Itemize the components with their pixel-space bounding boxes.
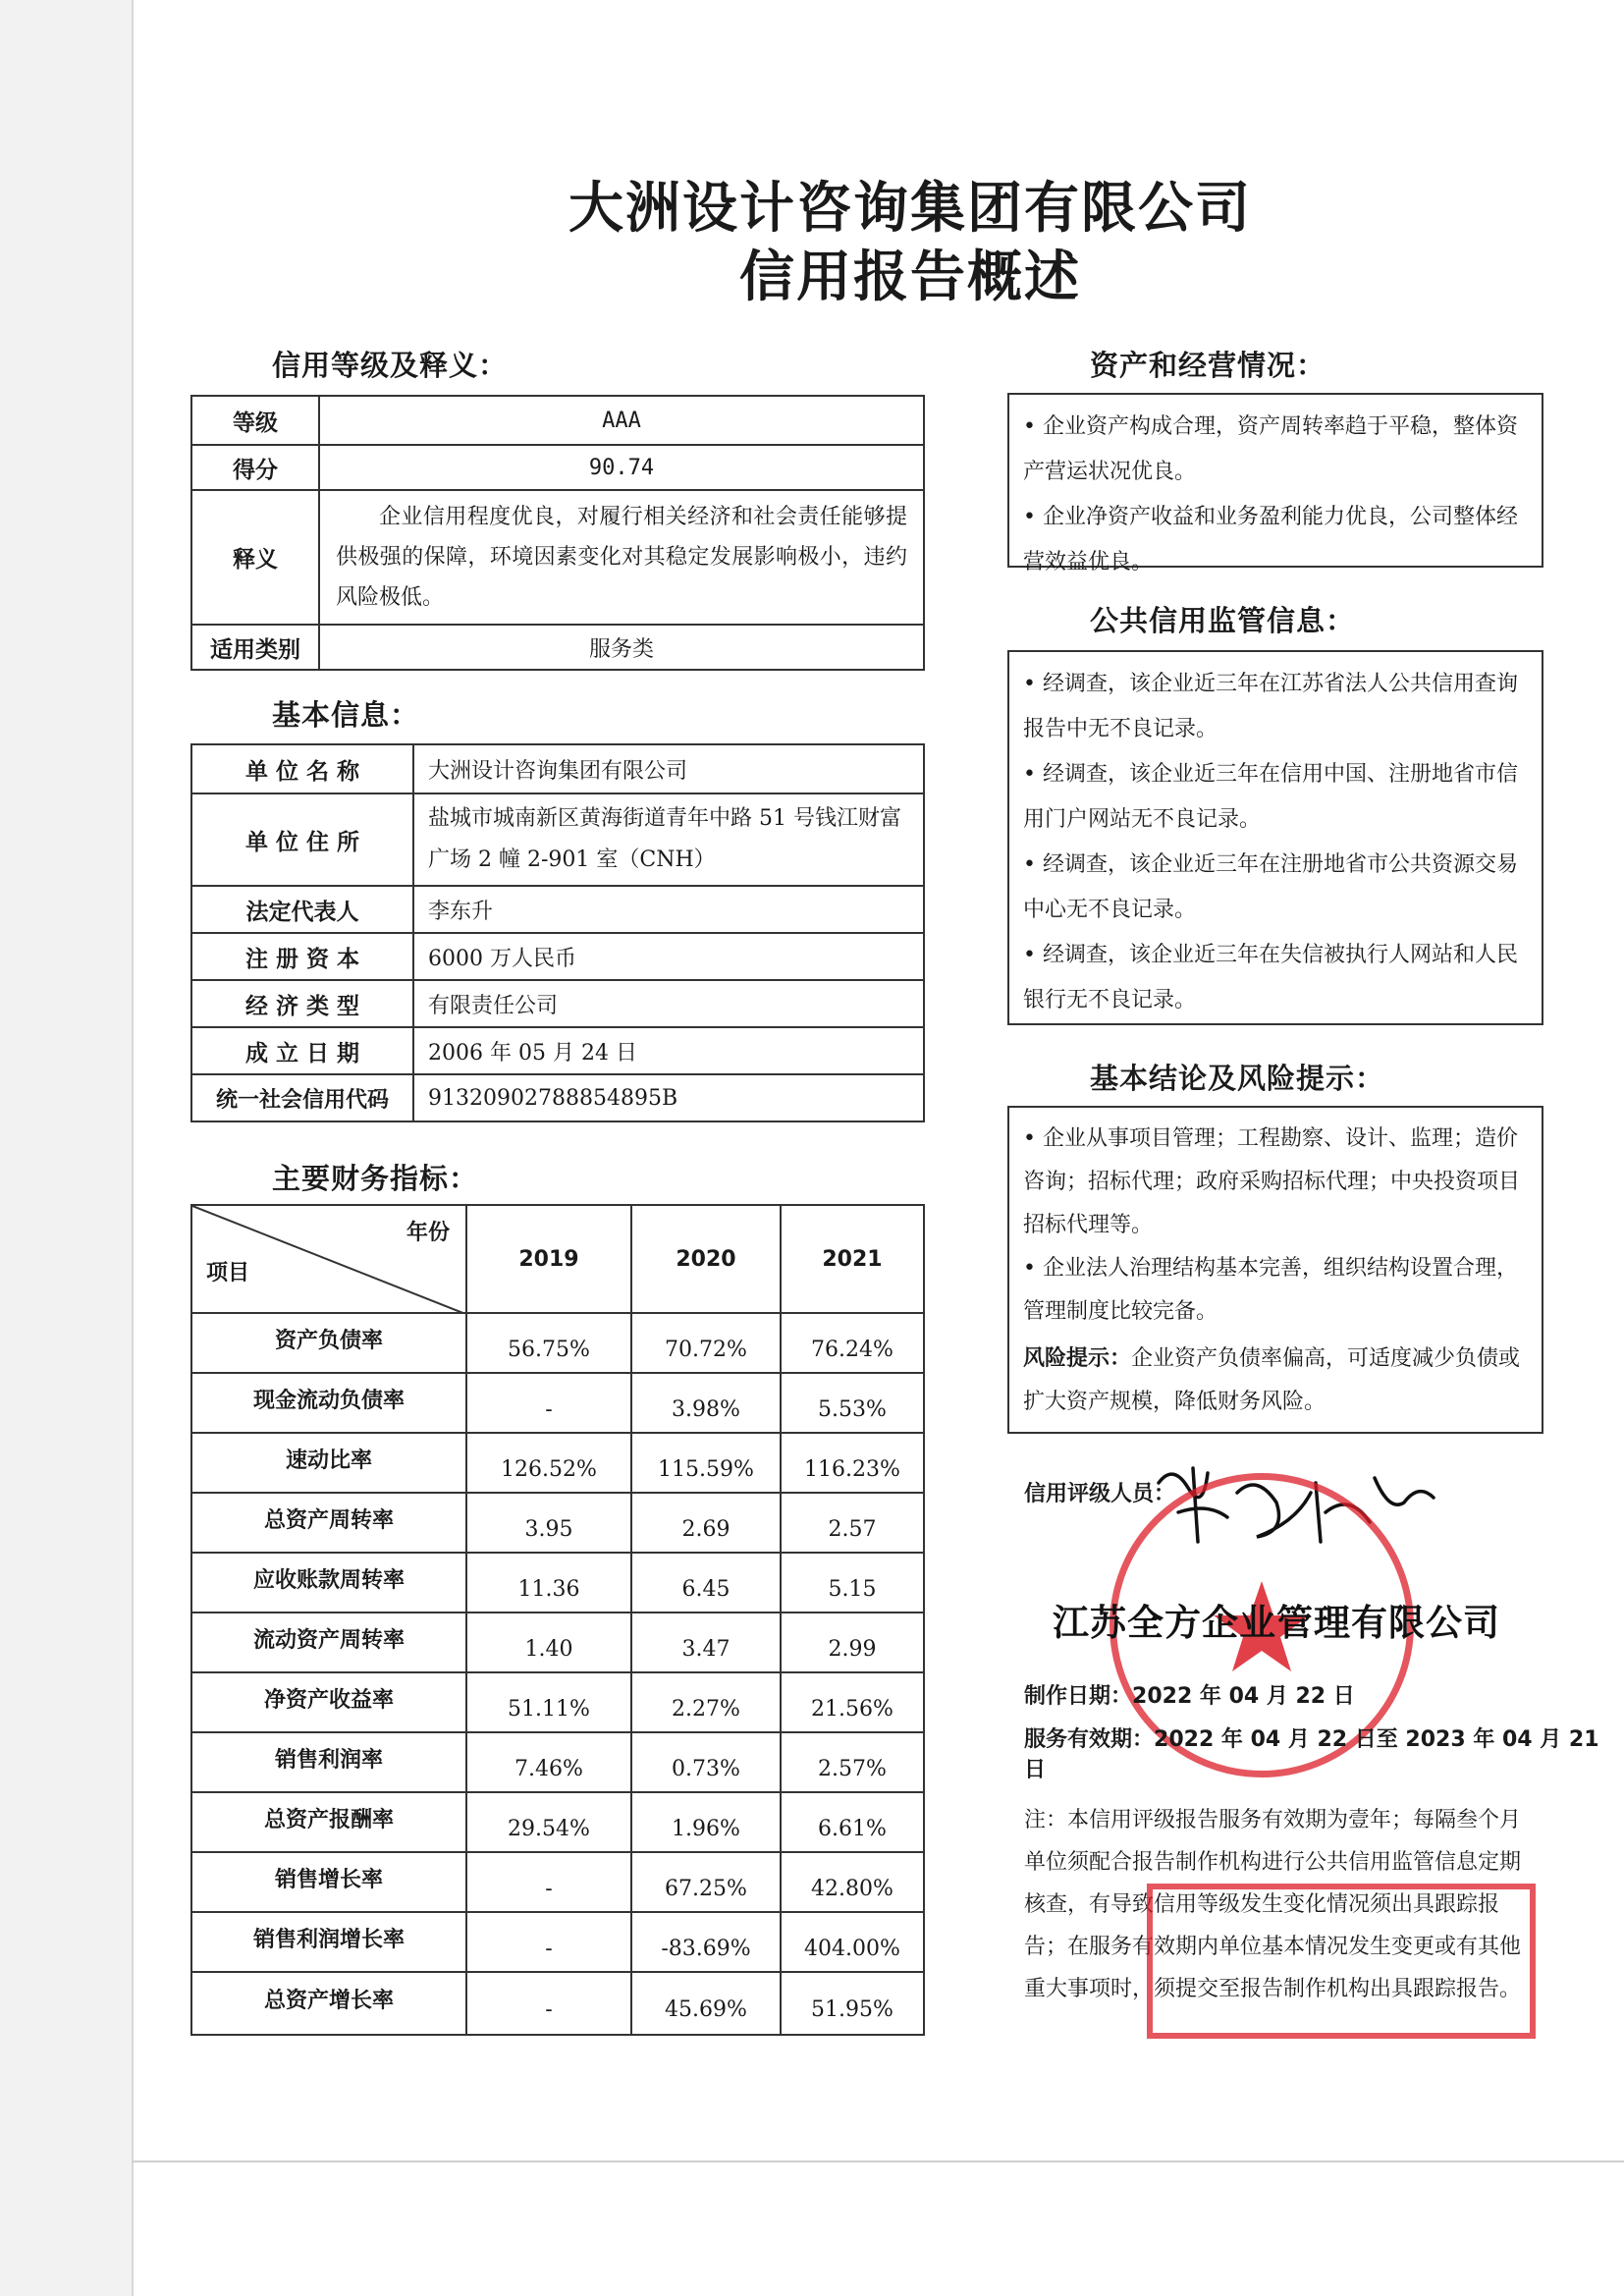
cell-value: 7.46% xyxy=(466,1732,631,1792)
table-row xyxy=(191,1493,924,1553)
basic-row-credit-code xyxy=(191,1074,924,1121)
basic-row-address xyxy=(191,793,924,886)
cell-value: 67.25% xyxy=(631,1852,781,1912)
cell-value: - xyxy=(466,1373,631,1433)
table-row xyxy=(191,1732,924,1792)
cell-value: 5.15 xyxy=(781,1553,924,1613)
table-row xyxy=(191,1373,924,1433)
cell-value: 42.80% xyxy=(781,1852,924,1912)
cell-value: 2.99 xyxy=(781,1613,924,1672)
basic-value: 李东升 xyxy=(413,886,924,933)
category-value: 服务类 xyxy=(319,625,924,670)
cell-value: - xyxy=(466,1852,631,1912)
list-item: • 企业从事项目管理；工程勘察、设计、监理；造价咨询；招标代理；政府采购招标代理；中央投资项目招标代理等。 xyxy=(1023,1126,1521,1237)
score-value: 90.74 xyxy=(319,445,924,490)
cell-value: 0.73% xyxy=(631,1732,781,1792)
table-row xyxy=(191,1672,924,1732)
cell-value: 2.57 xyxy=(781,1493,924,1553)
rect-seal xyxy=(1147,1884,1536,2039)
finance-section-title: 主要财务指标： xyxy=(272,1162,479,1195)
row-label: 总资产周转率 xyxy=(191,1493,466,1553)
cell-value: 5.53% xyxy=(781,1373,924,1433)
cell-value: 1.96% xyxy=(631,1792,781,1852)
list-item: • 经调查，该企业近三年在信用中国、注册地省市信用门户网站无不良记录。 xyxy=(1023,762,1518,832)
rating-section-title: 信用等级及释义： xyxy=(272,349,509,382)
cell-value: - xyxy=(466,1912,631,1972)
cell-value: 3.47 xyxy=(631,1613,781,1672)
date-value: 2022 年 04 月 22 日 xyxy=(1132,1684,1355,1709)
basic-value: 大洲设计咨询集团有限公司 xyxy=(413,744,924,793)
date-label: 制作日期： xyxy=(1024,1684,1133,1709)
cell-value: 11.36 xyxy=(466,1553,631,1613)
cell-value: 3.98% xyxy=(631,1373,781,1433)
row-label: 总资产增长率 xyxy=(191,1972,466,2035)
list-item: • 企业资产构成合理，资产周转率趋于平稳，整体资产营运状况优良。 xyxy=(1023,414,1518,484)
basic-label: 法定代表人 xyxy=(191,886,413,933)
document-title-company: 大洲设计咨询集团有限公司 xyxy=(568,177,1252,241)
cell-value: 51.95% xyxy=(781,1972,924,2035)
meaning-label: 释义 xyxy=(191,490,319,625)
category-label: 适用类别 xyxy=(191,625,319,670)
basic-value: 2006 年 05 月 24 日 xyxy=(413,1027,924,1074)
finance-corner-header xyxy=(191,1205,466,1313)
rating-table xyxy=(190,395,925,671)
list-item: • 经调查，该企业近三年在江苏省法人公共信用查询报告中无不良记录。 xyxy=(1023,672,1518,741)
grade-label: 等级 xyxy=(191,396,319,445)
table-row xyxy=(191,1553,924,1613)
row-label: 销售利润率 xyxy=(191,1732,466,1792)
scan-page-edge xyxy=(0,0,134,2296)
basic-value: 91320902788854895B xyxy=(413,1074,924,1121)
row-label: 总资产报酬率 xyxy=(191,1792,466,1852)
year-col-header: 2021 xyxy=(781,1205,924,1313)
basic-label: 经 济 类 型 xyxy=(191,980,413,1027)
cell-value: 6.61% xyxy=(781,1792,924,1852)
footnote: 注：本信用评级报告服务有效期为壹年；每隔叁个月单位须配合报告制作机构进行公共信用监管信息定期核查，有导致信用等级发生变化情况须出具跟踪报告；在服务有效期内单位基本情况发生变更或有其他重大事项时，须提交至报告制作机构出具跟踪报告。 xyxy=(1024,1808,1522,2001)
cell-value: 115.59% xyxy=(631,1433,781,1493)
page-bottom-rule xyxy=(132,2160,1624,2162)
risk-note xyxy=(1023,1338,1528,1424)
year-col-header: 2020 xyxy=(631,1205,781,1313)
item-header: 项目 xyxy=(206,1261,250,1285)
grade-value: AAA xyxy=(319,396,924,445)
basic-row-type xyxy=(191,980,924,1027)
cell-value: 29.54% xyxy=(466,1792,631,1852)
basic-label: 统一社会信用代码 xyxy=(191,1074,413,1121)
basic-row-rep xyxy=(191,886,924,933)
conclusion-section-title: 基本结论及风险提示： xyxy=(1090,1062,1385,1095)
cell-value: -83.69% xyxy=(631,1912,781,1972)
table-row xyxy=(191,1313,924,1373)
basic-section-title: 基本信息： xyxy=(272,698,420,732)
cell-value: 2.69 xyxy=(631,1493,781,1553)
table-row xyxy=(191,1912,924,1972)
issuer-company: 江苏全方企业管理有限公司 xyxy=(1053,1602,1500,1644)
rater-label: 信用评级人员： xyxy=(1024,1482,1176,1506)
basic-value: 6000 万人民币 xyxy=(413,933,924,980)
row-label: 净资产收益率 xyxy=(191,1672,466,1732)
cell-value: 1.40 xyxy=(466,1613,631,1672)
basic-value: 盐城市城南新区黄海街道青年中路 51 号钱江财富广场 2 幢 2-901 室（CNH） xyxy=(413,793,924,886)
production-date xyxy=(1024,1679,1355,1710)
cell-value: - xyxy=(466,1972,631,2035)
list-item: • 企业净资产收益和业务盈利能力优良，公司整体经营效益优良。 xyxy=(1023,505,1518,574)
basic-label: 单 位 名 称 xyxy=(191,744,413,793)
basic-row-name xyxy=(191,744,924,793)
risk-text: 企业资产负债率偏高，可适度减少负债或扩大资产规模，降低财务风险。 xyxy=(1023,1346,1521,1414)
basic-value: 有限责任公司 xyxy=(413,980,924,1027)
cell-value: 404.00% xyxy=(781,1912,924,1972)
table-row xyxy=(191,1433,924,1493)
year-header: 年份 xyxy=(406,1221,450,1245)
service-validity xyxy=(1024,1722,1624,1783)
cell-value: 70.72% xyxy=(631,1313,781,1373)
row-label: 应收账款周转率 xyxy=(191,1553,466,1613)
basic-row-capital xyxy=(191,933,924,980)
cell-value: 3.95 xyxy=(466,1493,631,1553)
row-label: 销售利润增长率 xyxy=(191,1912,466,1972)
row-label: 流动资产周转率 xyxy=(191,1613,466,1672)
row-label: 速动比率 xyxy=(191,1433,466,1493)
risk-label: 风险提示： xyxy=(1023,1346,1132,1371)
assets-section-title: 资产和经营情况： xyxy=(1090,349,1326,382)
basic-row-founded xyxy=(191,1027,924,1074)
finance-table xyxy=(190,1204,925,2036)
row-label: 现金流动负债率 xyxy=(191,1373,466,1433)
cell-value: 51.11% xyxy=(466,1672,631,1732)
public-credit-box xyxy=(1007,650,1543,1025)
meaning-value: 企业信用程度优良，对履行相关经济和社会责任能够提供极强的保障，环境因素变化对其稳定发展影响极小，违约风险极低。 xyxy=(319,490,924,625)
row-label: 资产负债率 xyxy=(191,1313,466,1373)
table-row xyxy=(191,1972,924,2035)
cell-value: 76.24% xyxy=(781,1313,924,1373)
cell-value: 21.56% xyxy=(781,1672,924,1732)
cell-value: 116.23% xyxy=(781,1433,924,1493)
cell-value: 2.27% xyxy=(631,1672,781,1732)
validity-label: 服务有效期： xyxy=(1024,1727,1155,1752)
cell-value: 6.45 xyxy=(631,1553,781,1613)
score-label: 得分 xyxy=(191,445,319,490)
document-title-report: 信用报告概述 xyxy=(739,246,1081,309)
list-item: • 企业法人治理结构基本完善，组织结构设置合理，管理制度比较完备。 xyxy=(1023,1256,1518,1324)
table-row xyxy=(191,1792,924,1852)
validity-value: 2022 年 04 月 22 日至 2023 年 04 月 21 日 xyxy=(1024,1727,1599,1782)
assets-box xyxy=(1007,393,1543,574)
cell-value: 2.57% xyxy=(781,1732,924,1792)
list-item: • 经调查，该企业近三年在失信被执行人网站和人民银行无不良记录。 xyxy=(1023,943,1518,1012)
list-item: • 经调查，该企业近三年在注册地省市公共资源交易中心无不良记录。 xyxy=(1023,852,1518,922)
conclusion-box xyxy=(1007,1106,1543,1434)
table-row xyxy=(191,1852,924,1912)
basic-info-table xyxy=(190,743,925,1122)
table-row xyxy=(191,1613,924,1672)
year-col-header: 2019 xyxy=(466,1205,631,1313)
cell-value: 126.52% xyxy=(466,1433,631,1493)
cell-value: 56.75% xyxy=(466,1313,631,1373)
basic-label: 单 位 住 所 xyxy=(191,793,413,886)
row-label: 销售增长率 xyxy=(191,1852,466,1912)
cell-value: 45.69% xyxy=(631,1972,781,2035)
basic-label: 注 册 资 本 xyxy=(191,933,413,980)
public-credit-section-title: 公共信用监管信息： xyxy=(1090,604,1356,637)
basic-label: 成 立 日 期 xyxy=(191,1027,413,1074)
